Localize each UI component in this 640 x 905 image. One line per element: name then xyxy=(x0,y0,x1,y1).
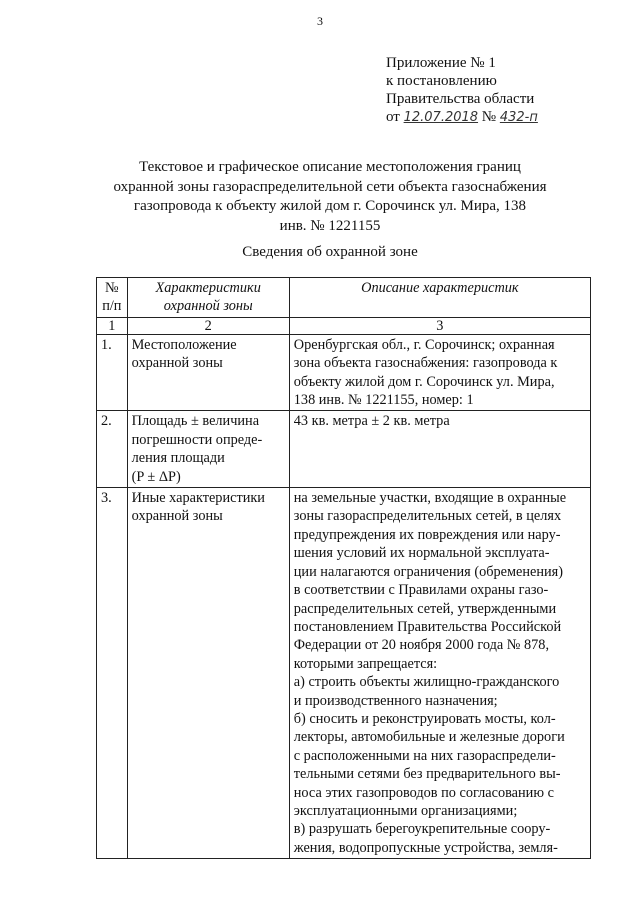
column-number: 1 xyxy=(97,317,128,334)
table-header-row xyxy=(97,278,591,318)
column-number-row xyxy=(97,317,591,334)
handwritten-number: 432-п xyxy=(499,110,538,125)
appendix-date-line xyxy=(386,108,538,127)
column-number: 2 xyxy=(127,317,289,334)
row-characteristic: Местоположение охранной зоны xyxy=(127,334,289,411)
row-characteristic: Иные характеристики охранной зоны xyxy=(127,488,289,859)
section-title: Сведения об охранной зоне xyxy=(242,244,418,260)
appendix-block xyxy=(386,54,538,127)
table-row xyxy=(97,334,591,411)
row-description: Оренбургская обл., г. Сорочинск; охранная зона объекта газоснабжения: газопровода к объекту жилой дом г. Сорочинск ул. Мира, 138 инв. № 1221155, номер: 1 xyxy=(289,334,590,411)
date-prefix: от xyxy=(386,109,400,125)
appendix-line-1: Приложение № 1 xyxy=(386,55,496,71)
row-number: 2. xyxy=(97,411,128,488)
header-characteristic: Характеристики охранной зоны xyxy=(127,278,289,318)
appendix-line-3: Правительства области xyxy=(386,91,535,107)
appendix-line-2: к постановлению xyxy=(386,73,497,89)
row-number: 1. xyxy=(97,334,128,411)
row-characteristic: Площадь ± величина погрешности опреде- ления площади (P ± ΔP) xyxy=(127,411,289,488)
table-row xyxy=(97,411,591,488)
handwritten-date: 12.07.2018 xyxy=(403,110,479,125)
title-line: инв. № 1221155 xyxy=(279,217,381,234)
header-description: Описание характеристик xyxy=(289,278,590,318)
header-number: № п/п xyxy=(97,278,128,318)
protected-zone-table xyxy=(96,277,591,859)
page-number: 3 xyxy=(317,14,323,28)
number-prefix: № xyxy=(481,109,497,125)
row-description: на земельные участки, входящие в охранные зоны газораспределительных сетей, в целях предупреждения их повреждения или нару- шения условий их нормальной эксплуата- ции налагаются ограничения (обременения) в соответствии с Правилами охраны газо- распределительных сетей, утвержденными постановлением Правительства Российской Федерации от 20 ноября 2000 года № 878, которыми запрещается: а) строить объекты жилищно-гражданского и производственного назначения; б) сносить и реконструировать мосты, кол- лекторы, автомобильные и железные дороги с расположенными на них газораспредели- тельными сетями без предварительного вы- носа этих газопроводов по согласованию с эксплуатационными организациями; в) разрушать берегоукрепительные соору- жения, водопропускные устройства, земля- xyxy=(289,488,590,859)
column-number: 3 xyxy=(289,317,590,334)
title-line: охранной зоны газораспределительной сети объекта газоснабжения xyxy=(113,178,547,195)
title-line: Текстовое и графическое описание местоположения границ xyxy=(139,159,521,175)
row-description: 43 кв. метра ± 2 кв. метра xyxy=(289,411,590,488)
title-line: газопровода к объекту жилой дом г. Сорочинск ул. Мира, 138 xyxy=(133,198,527,214)
document-title xyxy=(60,158,600,236)
table-row xyxy=(97,488,591,859)
row-number: 3. xyxy=(97,488,128,859)
